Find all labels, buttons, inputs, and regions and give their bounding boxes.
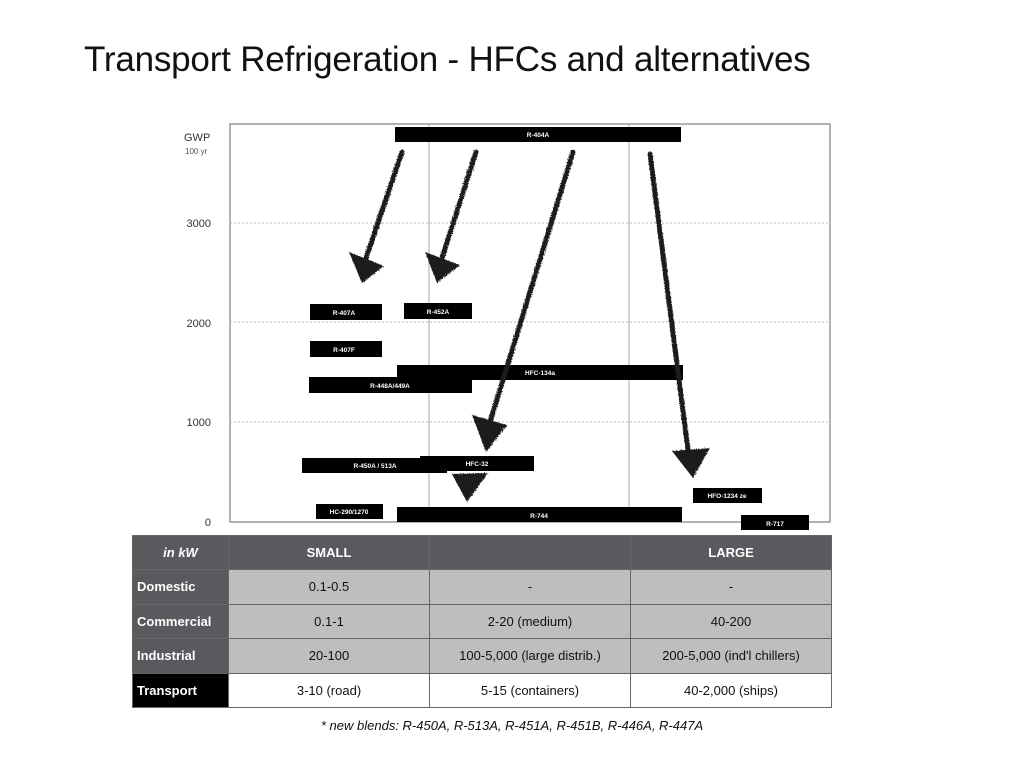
- row-label-domestic: Domestic: [133, 570, 229, 605]
- row-label-commercial: Commercial: [133, 604, 229, 639]
- table-row: [133, 604, 832, 639]
- table-cell: 5-15 (containers): [430, 673, 631, 708]
- svg-text:R-407F: R-407F: [333, 347, 355, 354]
- y-axis-label: GWP: [184, 132, 211, 144]
- svg-text:R-450A / 513A: R-450A / 513A: [353, 463, 397, 470]
- page-title: Transport Refrigeration - HFCs and alternatives: [84, 40, 811, 79]
- refrigerant-bar-hfc-32: [420, 456, 534, 471]
- svg-text:R-404A: R-404A: [526, 132, 550, 139]
- table-cell: 200-5,000 (ind'l chillers): [631, 639, 832, 674]
- table-cell: -: [430, 570, 631, 605]
- table-cell: 0.1-0.5: [229, 570, 430, 605]
- capacity-table: [132, 535, 832, 708]
- footnote: * new blends: R-450A, R-513A, R-451A, R-451B, R-446A, R-447A: [320, 718, 704, 733]
- refrigerant-bar-hc-290-1270: [316, 504, 383, 519]
- header-large: LARGE: [631, 536, 832, 570]
- refrigerant-bar-r-448a-449a: [309, 377, 472, 393]
- y-axis-sublabel: 100 yr: [185, 147, 208, 156]
- svg-text:R-407A: R-407A: [332, 310, 356, 317]
- y-tick-3000: 3000: [186, 218, 211, 230]
- svg-text:HFC-134a: HFC-134a: [525, 370, 555, 377]
- table-cell: 0.1-1: [229, 604, 430, 639]
- table-cell: 40-2,000 (ships): [631, 673, 832, 708]
- refrigerant-bar-hfo-1234ze: [693, 488, 762, 503]
- svg-text:R-448A/449A: R-448A/449A: [370, 383, 410, 390]
- refrigerant-bar-r-744: [397, 507, 682, 522]
- svg-text:R-744: R-744: [530, 513, 548, 520]
- row-label-industrial: Industrial: [133, 639, 229, 674]
- svg-text:HFC-32: HFC-32: [465, 461, 489, 468]
- header-small: SMALL: [229, 536, 430, 570]
- table-header-row: [133, 536, 832, 570]
- table-cell: 40-200: [631, 604, 832, 639]
- svg-text:HFO-1234 ze: HFO-1234 ze: [707, 493, 747, 500]
- table-row: [133, 639, 832, 674]
- table-row: [133, 673, 832, 708]
- header-medium: [430, 536, 631, 570]
- table-cell: 3-10 (road): [229, 673, 430, 708]
- table-cell: 100-5,000 (large distrib.): [430, 639, 631, 674]
- row-label-transport: Transport: [133, 673, 229, 708]
- table-cell: -: [631, 570, 832, 605]
- y-tick-0: 0: [204, 517, 211, 529]
- y-tick-2000: 2000: [186, 318, 211, 330]
- table-cell: 2-20 (medium): [430, 604, 631, 639]
- refrigerant-bar-r-717: [741, 515, 809, 530]
- refrigerant-bar-r-407a: [310, 304, 382, 320]
- table-cell: 20-100: [229, 639, 430, 674]
- header-units: in kW: [133, 536, 229, 570]
- refrigerant-bar-r-407f: [310, 341, 382, 357]
- svg-text:R-452A: R-452A: [426, 309, 450, 316]
- svg-text:HC-290/1270: HC-290/1270: [329, 509, 369, 516]
- table-row: [133, 570, 832, 605]
- refrigerant-bar-r-452a: [404, 303, 472, 319]
- svg-text:R-717: R-717: [766, 521, 784, 528]
- refrigerant-bar-r-404a: [395, 127, 681, 142]
- y-tick-1000: 1000: [186, 417, 211, 429]
